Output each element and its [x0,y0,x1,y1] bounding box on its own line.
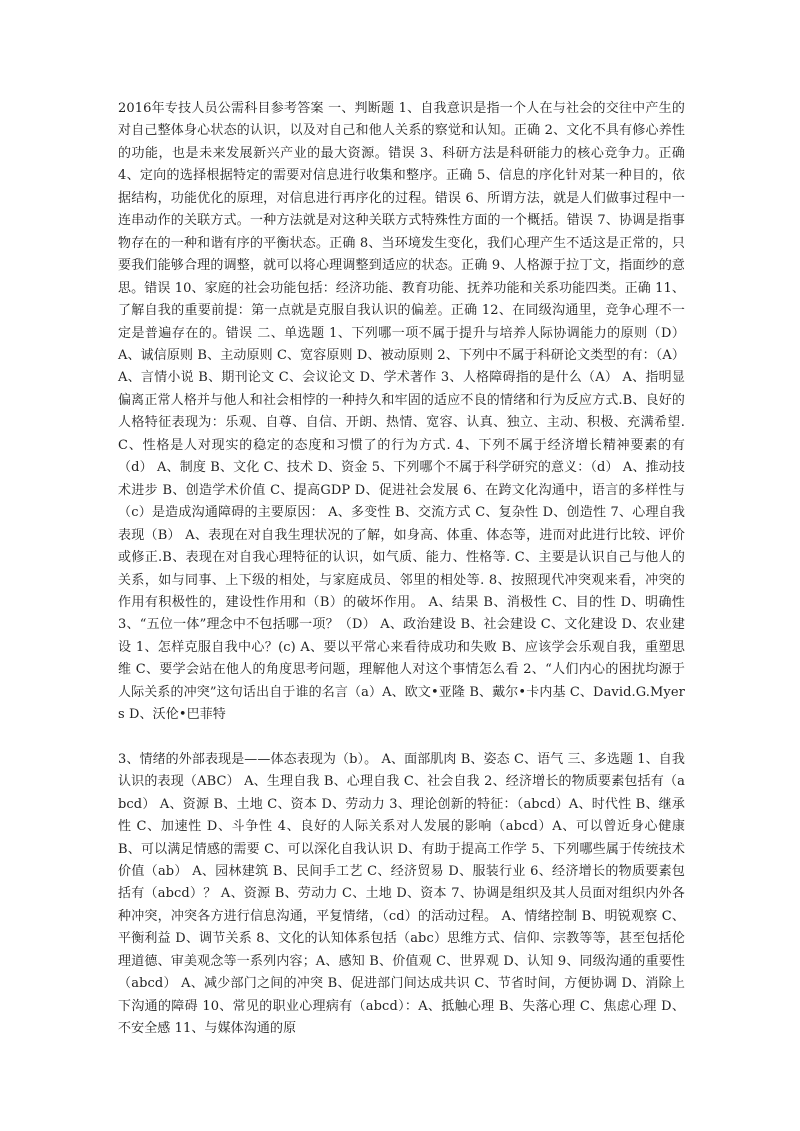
paragraph-spacer [118,727,685,749]
document-page [118,98,685,1041]
answer-paragraph-1: 2016年专技人员公需科目参考答案 一、判断题 1、自我意识是指一个人在与社会的交往中产生的对自己整体身心状态的认识，以及对自己和他人关系的察觉和认知。正确 2、文化不具有修心养性的功能，也是未来发展新兴产业的最大资源。错误 3、科研方法是科研能力的核心竞争力。正确 4、定向的选择根据特定的需要对信息进行收集和整序。正确 5、信息的序化针对某一种目的，依据结构，功能优化的原理，对信息进行再序化的过程。错误 6、所谓方法，就是人们做事过程中一连串动作的关联方式。一种方法就是对这种关联方式特殊性方面的一个概括。错误 7、协调是指事物存在的一种和谐有序的平衡状态。正确 8、当环境发生变化，我们心理产生不适这是正常的，只要我们能够合理的调整，就可以将心理调整到适应的状态。正确 9、人格源于拉丁文，指面纱的意思。错误 10、家庭的社会功能包括：经济功能、教育功能、抚养功能和关系功能四类。正确 11、了解自我的重要前提：第一点就是克服自我认识的偏差。正确 12、在同级沟通里，竞争心理不一定是普遍存在的。错误 二、单选题 1、下列哪一项不属于提升与培养人际协调能力的原则（D）A、诚信原则 B、主动原则 C、宽容原则 D、被动原则 2、下列中不属于科研论文类型的有：（A） A、言情小说 B、期刊论文 C、会议论文 D、学术著作 3、人格障碍指的是什么（A） A、指明显偏离正常人格并与他人和社会相悖的一种持久和牢固的适应不良的情绪和行为反应方式.B、良好的人格特征表现为：乐观、自尊、自信、开朗、热情、宽容、认真、独立、主动、积极、充满希望.C、性格是人对现实的稳定的态度和习惯了的行为方式. 4、下列不属于经济增长精神要素的有（d） A、制度 B、文化 C、技术 D、资金 5、下列哪个不属于科学研究的意义：（d） A、推动技术进步 B、创造学术价值 C、提高GDP D、促进社会发展 6、在跨文化沟通中，语言的多样性与（c）是造成沟通障碍的主要原因： A、多变性 B、交流方式 C、复杂性 D、创造性 7、心理自我表现（B） A、表现在对自我生理状况的了解，如身高、体重、体态等，进而对此进行比较、评价或修正.B、表现在对自我心理特征的认识，如气质、能力、性格等. C、主要是认识自己与他人的关系，如与同事、上下级的相处，与家庭成员、邻里的相处等. 8、按照现代冲突观来看，冲突的作用有积极性的，建设性作用和（B）的破坏作用。 A、结果 B、消极性 C、目的性 D、明确性 3、“五位一体”理念中不包括哪一项？（D） A、政治建设 B、社会建设 C、文化建设 D、农业建设 1、怎样克服自我中心？(c) A、要以平常心来看待成功和失败 B、应该学会乐观自我，重塑思维 C、要学会站在他人的角度思考问题，理解他人对这个事情怎么看 2、“人们内心的困扰均源于人际关系的冲突”这句话出自于谁的名言（a）A、欧文•亚隆 B、戴尔•卡内基 C、David.G.Myers D、沃伦•巴菲特 [118,101,685,723]
answer-paragraph-2: 3、情绪的外部表现是——体态表现为（b）。 A、面部肌肉 B、姿态 C、语气 三、多选题 1、自我认识的表现（ABC） A、生理自我 B、心理自我 C、社会自我 2、经济增长的物质要素包括有（abcd） A、资源 B、土地 C、资本 D、劳动力 3、理论创新的特征：（abcd）A、时代性 B、继承性 C、加速性 D、斗争性 4、良好的人际关系对人发展的影响（abcd）A、可以曾近身心健康 B、可以满足情感的需要 C、可以深化自我认识 D、有助于提高工作学 5、下列哪些属于传统技术价值（ab） A、园林建筑 B、民间手工艺 C、经济贸易 D、服装行业 6、经济增长的物质要素包括有（abcd）？ A、资源 B、劳动力 C、土地 D、资本 7、协调是组织及其人员面对组织内外各种冲突，冲突各方进行信息沟通，平复情绪，（cd）的活动过程。 A、情绪控制 B、明锐观察 C、平衡利益 D、调节关系 8、文化的认知体系包括（abc）思维方式、信仰、宗教等等，甚至包括伦理道德、审美观念等一系列内容；A、感知 B、价值观 C、世界观 D、认知 9、同级沟通的重要性（abcd） A、减少部门之间的冲突 B、促进部门间达成共识 C、节省时间，方便协调 D、消除上下沟通的障碍 10、常见的职业心理病有（abcd）：A、抵触心理 B、失落心理 C、焦虑心理 D、不安全感 11、与媒体沟通的原 [118,751,685,1037]
